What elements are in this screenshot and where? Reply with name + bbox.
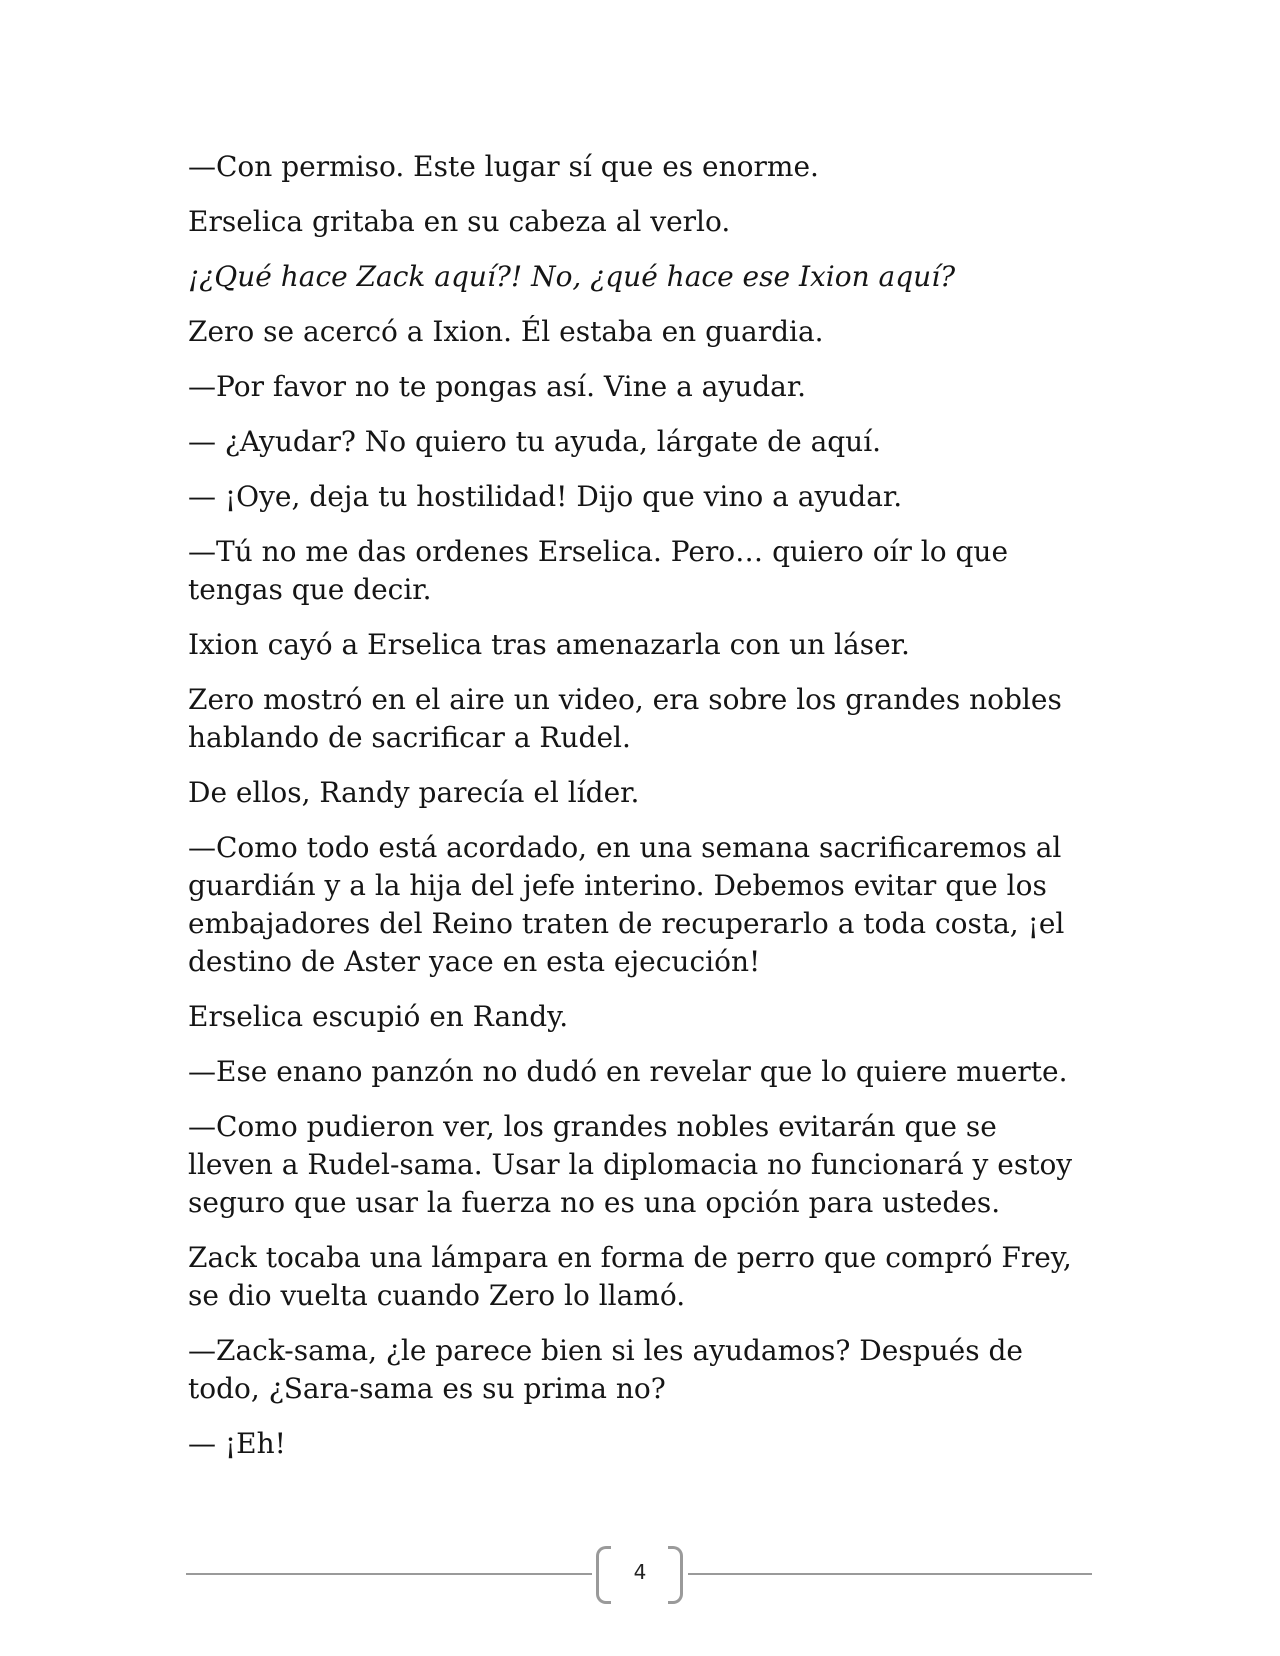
paragraph: —Por favor no te pongas así. Vine a ayudar. [188,370,807,403]
footer-rule-right [688,1573,1092,1575]
paragraph: Zero se acercó a Ixion. Él estaba en guardia. [188,315,824,348]
paragraph: — ¿Ayudar? No quiero tu ayuda, lárgate de aquí. [188,425,882,458]
paragraph: Zack tocaba una lámpara en forma de perro que compró Frey, se dio vuelta cuando Zero lo llamó. [188,1241,1072,1312]
page-number: 4 [633,1560,647,1584]
paragraph: —Con permiso. Este lugar sí que es enorme. [188,150,819,183]
paragraph: —Tú no me das ordenes Erselica. Pero… quiero oír lo que tengas que decir. [188,535,1009,606]
page-footer [186,1546,1092,1602]
paragraph: —Zack-sama, ¿le parece bien si les ayudamos? Después de todo, ¿Sara-sama es su prima no? [188,1334,1023,1405]
paragraph: Zero mostró en el aire un video, era sobre los grandes nobles hablando de sacrificar a Rudel. [188,683,1062,754]
left-bracket-ornament [596,1546,611,1604]
paragraph: Erselica escupió en Randy. [188,1000,569,1033]
paragraph: — ¡Eh! [188,1427,286,1460]
page-body [188,148,1088,1480]
paragraph: Ixion cayó a Erselica tras amenazarla con un láser. [188,628,910,661]
paragraph: De ellos, Randy parecía el líder. [188,776,640,809]
right-bracket-ornament [668,1546,683,1604]
paragraph: Erselica gritaba en su cabeza al verlo. [188,205,731,238]
paragraph-italic: ¡¿Qué hace Zack aquí?! No, ¿qué hace ese Ixion aquí? [188,260,956,293]
paragraph: —Ese enano panzón no dudó en revelar que lo quiere muerte. [188,1055,1068,1088]
paragraph: —Como todo está acordado, en una semana sacrificaremos al guardián y a la hija del jefe interino. Debemos evitar que los embajadores del Reino traten de recuperarlo a toda costa, ¡el destino de Aster yace en esta ejecución! [188,831,1065,978]
paragraph: —Como pudieron ver, los grandes nobles evitarán que se lleven a Rudel-sama. Usar la diplomacia no funcionará y estoy seguro que usar la fuerza no es una opción para ustedes. [188,1110,1073,1219]
paragraph: — ¡Oye, deja tu hostilidad! Dijo que vino a ayudar. [188,480,903,513]
footer-rule-left [186,1573,592,1575]
